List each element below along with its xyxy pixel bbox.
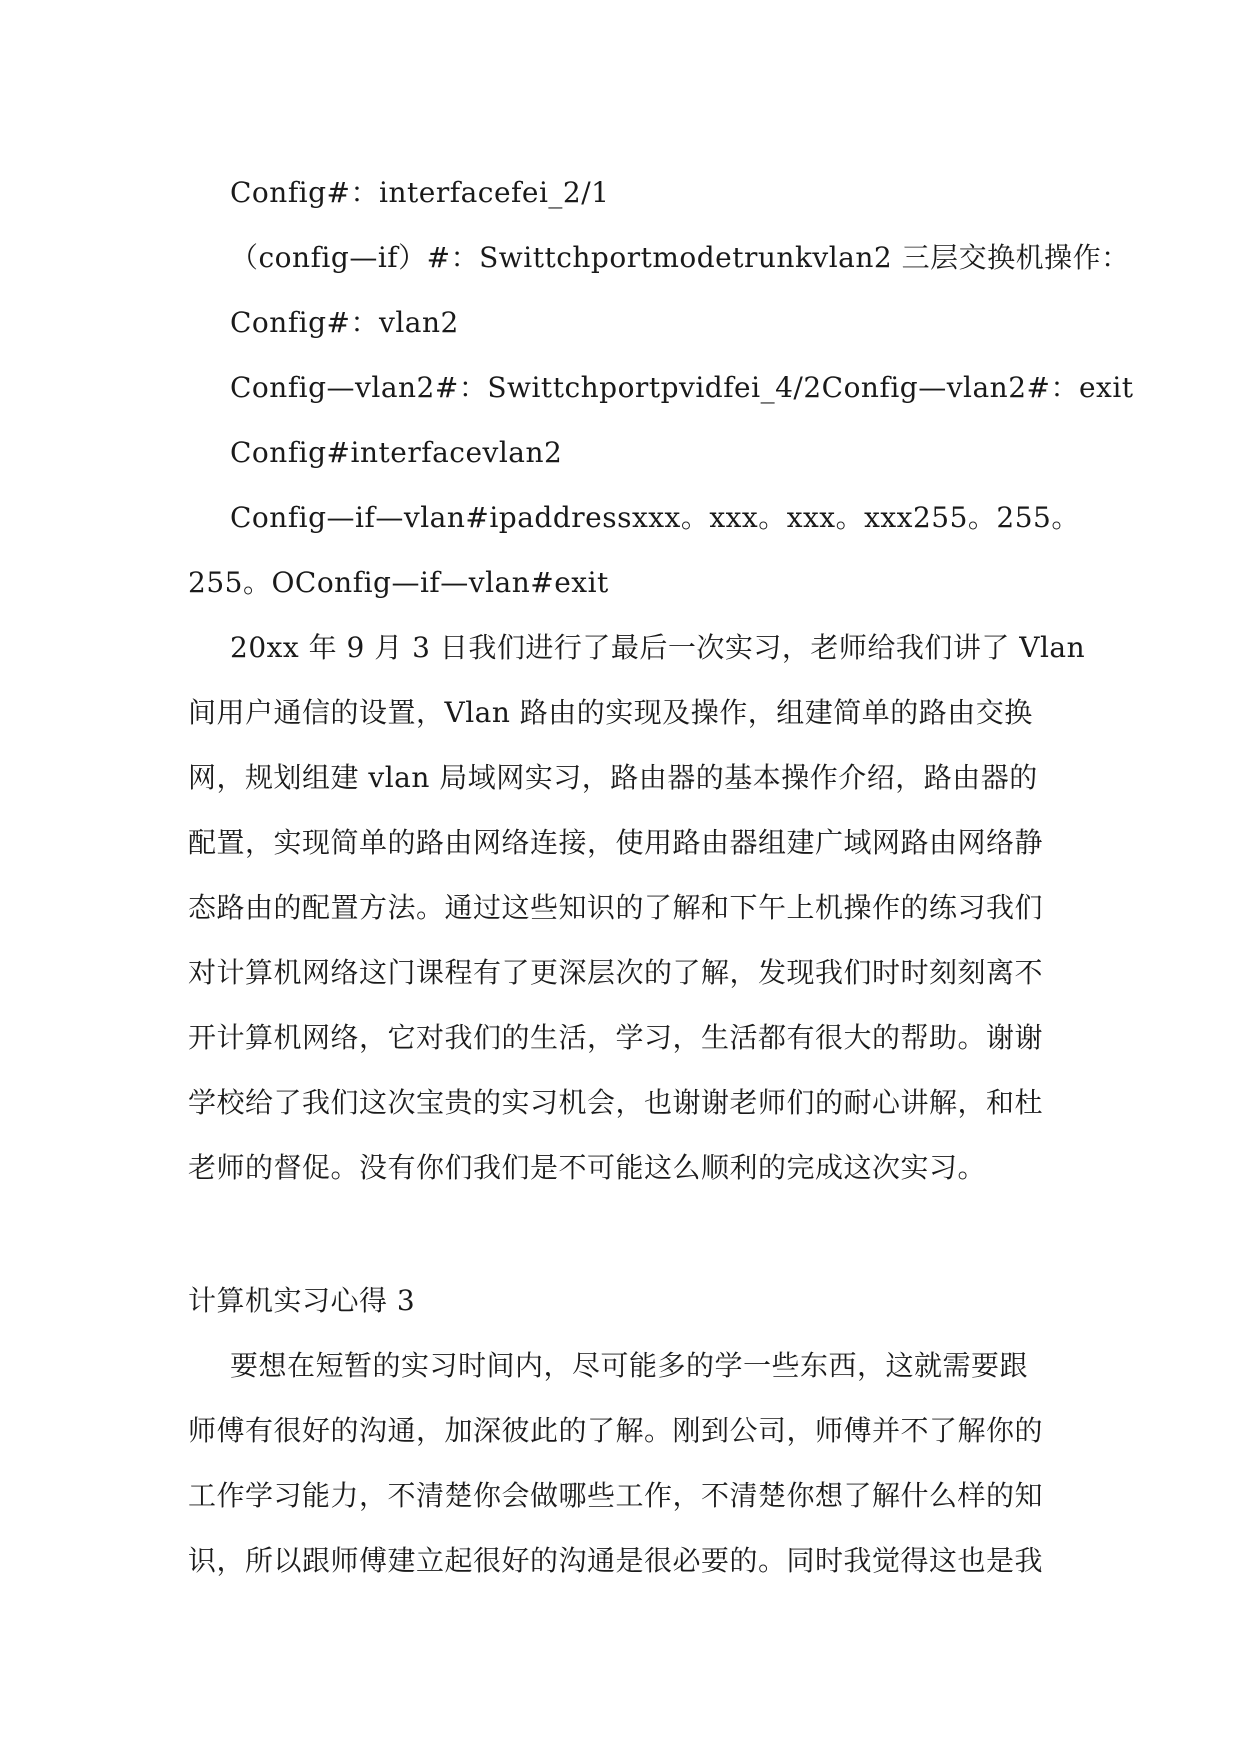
text-line: Config#interfacevlan2	[230, 436, 563, 469]
text-line: 255。OConfig—if—vlan#exit	[188, 566, 609, 599]
config-and-summary-section	[188, 160, 1134, 1200]
text-line: 网，规划组建 vlan 局域网实习，路由器的基本操作介绍，路由器的	[188, 761, 1038, 794]
text-line: 配置，实现简单的路由网络连接，使用路由器组建广域网路由网络静	[188, 826, 1044, 859]
text-line: 开计算机网络，它对我们的生活，学习，生活都有很大的帮助。谢谢	[188, 1021, 1044, 1054]
section-heading: 计算机实习心得 3	[188, 1284, 416, 1317]
section-spacer	[188, 1200, 1064, 1268]
text-line: Config—vlan2#：Swittchportpvidfei_4/2Config—vlan2#：exit	[230, 371, 1134, 404]
text-line: 识，所以跟师傅建立起很好的沟通是很必要的。同时我觉得这也是我	[188, 1544, 1044, 1577]
text-line: 要想在短暂的实习时间内，尽可能多的学一些东西，这就需要跟	[230, 1349, 1029, 1382]
experience-section	[188, 1333, 1064, 1593]
document-body	[188, 160, 1134, 1593]
text-line: （config—if）#：Swittchportmodetrunkvlan2 三层交换机操作：	[230, 241, 1130, 274]
text-line: Config#：vlan2	[230, 306, 459, 339]
text-line: 老师的督促。没有你们我们是不可能这么顺利的完成这次实习。	[188, 1151, 987, 1184]
text-line: Config#：interfacefei_2/1	[230, 176, 610, 209]
text-line: 工作学习能力，不清楚你会做哪些工作，不清楚你想了解什么样的知	[188, 1479, 1044, 1512]
text-line: 对计算机网络这门课程有了更深层次的了解，发现我们时时刻刻离不	[188, 956, 1044, 989]
text-line: 学校给了我们这次宝贵的实习机会，也谢谢老师们的耐心讲解，和杜	[188, 1086, 1044, 1119]
text-line: 师傅有很好的沟通，加深彼此的了解。刚到公司，师傅并不了解你的	[188, 1414, 1044, 1447]
text-line: 间用户通信的设置，Vlan 路由的实现及操作，组建简单的路由交换	[188, 696, 1033, 729]
text-line: 态路由的配置方法。通过这些知识的了解和下午上机操作的练习我们	[188, 891, 1044, 924]
text-line: 20xx 年 9 月 3 日我们进行了最后一次实习，老师给我们讲了 Vlan	[230, 631, 1086, 664]
text-line: Config—if—vlan#ipaddressxxx。xxx。xxx。xxx255。255。	[230, 501, 1080, 534]
